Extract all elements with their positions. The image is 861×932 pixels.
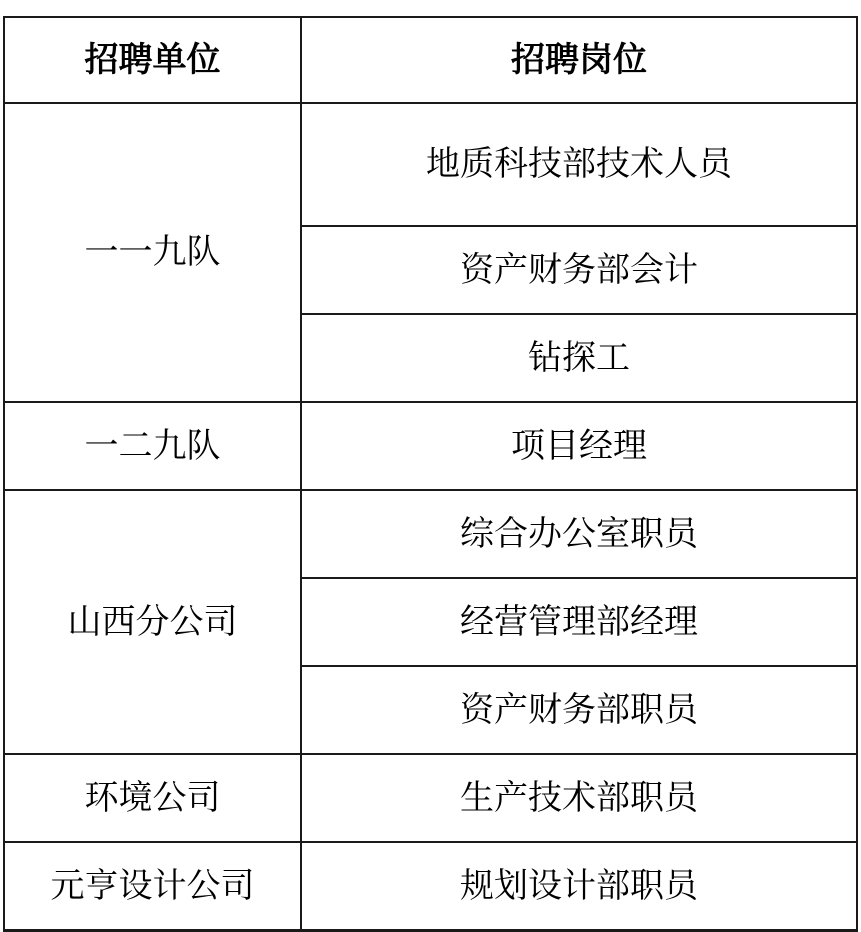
position-cell: 资产财务部职员 — [301, 666, 857, 754]
unit-cell-yuanheng-design-company: 元亨设计公司 — [4, 842, 301, 930]
unit-cell-129-team: 一二九队 — [4, 402, 301, 490]
header-recruiting-unit: 招聘单位 — [4, 17, 301, 103]
table-row — [4, 103, 857, 226]
table-row — [4, 754, 857, 842]
recruitment-table-container — [3, 16, 858, 932]
table-row — [4, 842, 857, 930]
position-cell: 规划设计部职员 — [301, 842, 857, 930]
position-cell: 地质科技部技术人员 — [301, 103, 857, 226]
unit-cell-environment-company: 环境公司 — [4, 754, 301, 842]
position-cell: 资产财务部会计 — [301, 226, 857, 314]
position-cell: 钻探工 — [301, 314, 857, 402]
table-row — [4, 402, 857, 490]
header-recruiting-position: 招聘岗位 — [301, 17, 857, 103]
table-row — [4, 490, 857, 578]
position-cell: 生产技术部职员 — [301, 754, 857, 842]
recruitment-table — [3, 16, 858, 932]
table-header-row — [4, 17, 857, 103]
position-cell: 综合办公室职员 — [301, 490, 857, 578]
position-cell: 项目经理 — [301, 402, 857, 490]
position-cell: 经营管理部经理 — [301, 578, 857, 666]
unit-cell-shanxi-branch: 山西分公司 — [4, 490, 301, 754]
unit-cell-119-team: 一一九队 — [4, 103, 301, 402]
